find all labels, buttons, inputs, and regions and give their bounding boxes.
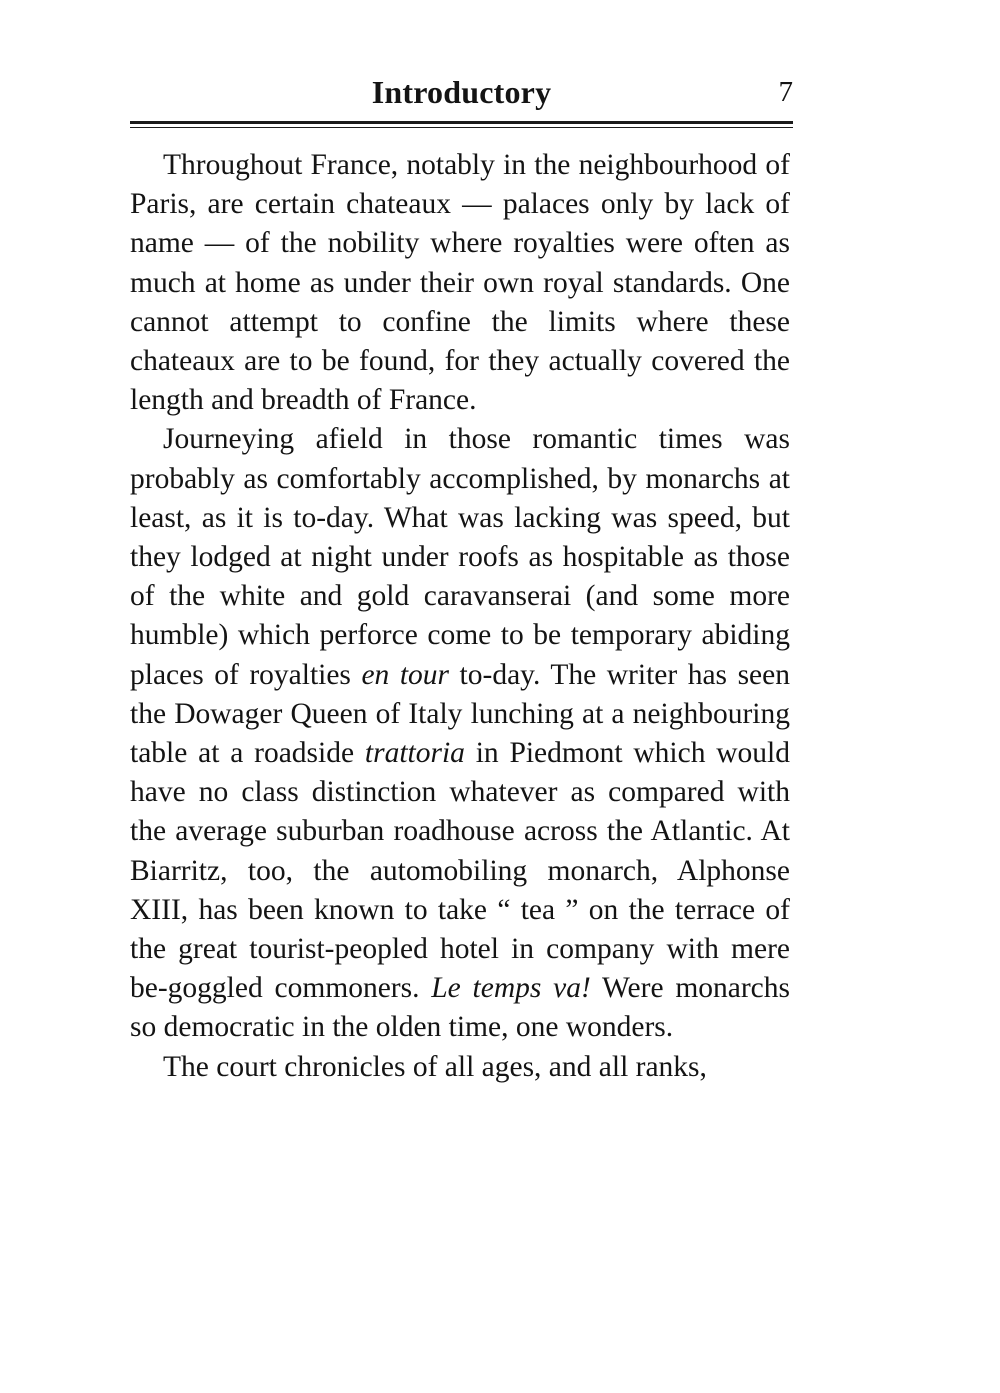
italic-en-tour: en tour <box>361 658 450 691</box>
paragraph-2 <box>130 420 790 1047</box>
paragraph-2-part-4: Were monarchs so democratic in the olden time, one wonders. <box>130 972 791 1044</box>
paragraph-3: The court chronicles of all ages, and all ranks, <box>163 1050 707 1083</box>
header-rule-thin <box>130 127 793 128</box>
paragraph-1: Throughout France, notably in the neighbourhood of Paris, are certain chateaux — palaces only by lack of name — of the nobility where royalties were often as much at home as under their own royal standards. One cannot attempt to confine the limits where these chateaux are to be found, for they actually covered the length and breadth of France. <box>130 149 790 417</box>
running-title: Introductory <box>371 74 552 110</box>
paragraph-2-part-2: to-day. The writer has seen the Dowager Queen of Italy lunching at a neighbouring table at a roadside <box>130 658 790 770</box>
paragraph-2-part-3: in Piedmont which would have no class distinction whatever as compared with the average suburban roadhouse across the Atlantic. At Biarritz, too, the automobiling monarch, Alphonse XIII, has been known to take “ tea ” on the terrace of the great tourist-peopled hotel in company with mere be-goggled commoners. <box>130 737 790 1005</box>
page-header <box>130 74 793 118</box>
italic-le-temps-va: Le temps va! <box>431 972 591 1005</box>
italic-trattoria: trattoria <box>364 737 465 770</box>
header-rule-thick <box>130 121 793 124</box>
paragraph-2-part-1: Journeying afield in those romantic times was probably as comfortably accomplished, by monarchs at least, as it is to-day. What was lacking was speed, but they lodged at night under roofs as hospitable as those of the white and gold caravanserai (and some more humble) which perforce come to be temporary abiding places of royalties <box>130 423 790 691</box>
body-text <box>130 146 790 1087</box>
page-number: 7 <box>778 76 793 108</box>
